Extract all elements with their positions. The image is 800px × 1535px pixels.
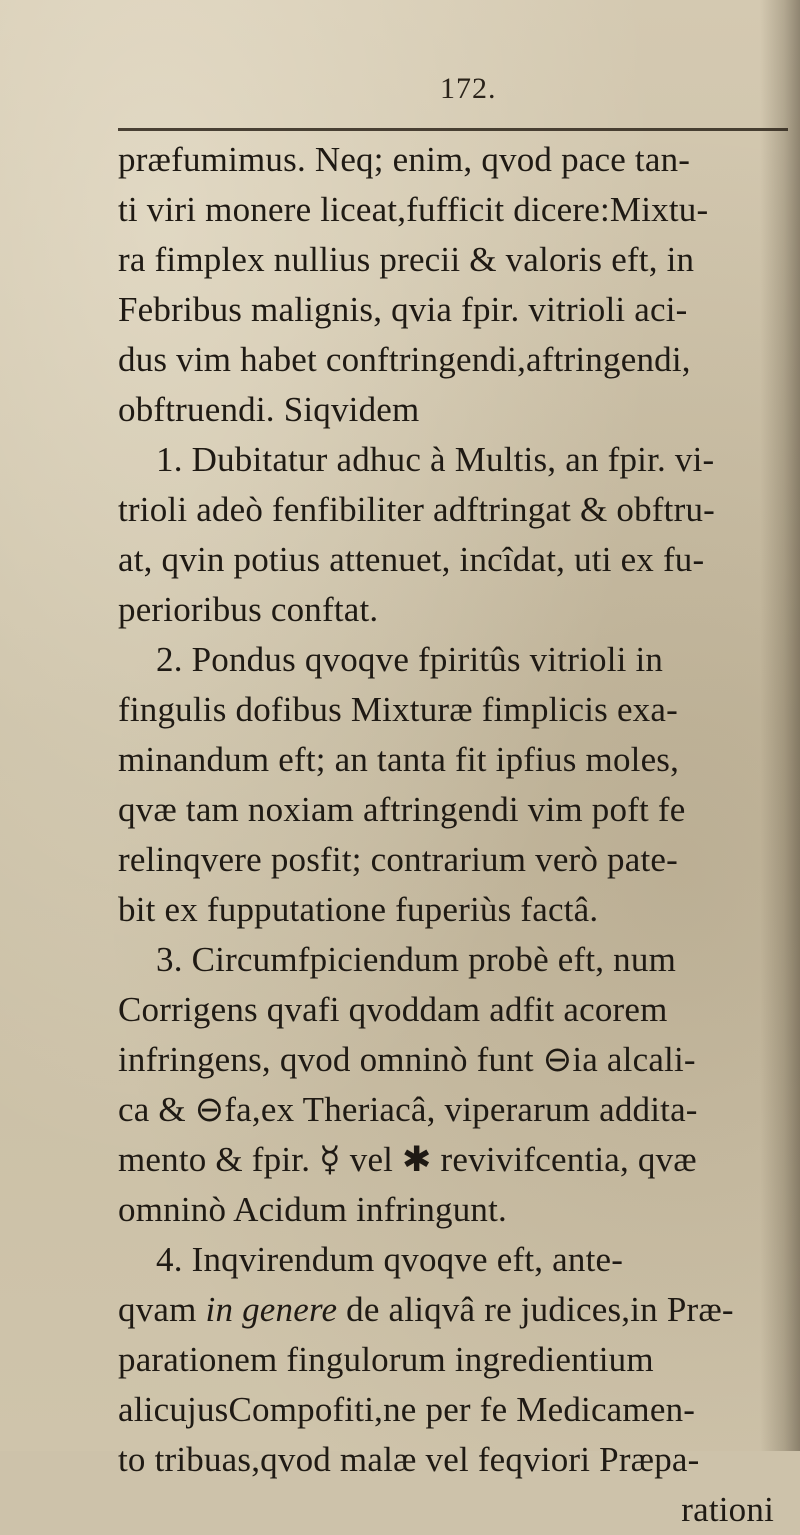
page-number: 172. bbox=[440, 72, 497, 105]
text-line: omninò Acidum infringunt. bbox=[118, 1190, 508, 1229]
text-line: relinqvere posfit; contrarium verò pate- bbox=[118, 840, 679, 879]
text-line: minandum eft; an tanta fit ipfius moles, bbox=[118, 740, 680, 779]
text-line: præfumimus. Neq; enim, qvod pace tan- bbox=[118, 140, 691, 179]
text-line: infringens, qvod omninò funt ⊖ia alcali- bbox=[118, 1040, 696, 1079]
text-line: alicujusCompofiti,ne per fe Medicamen- bbox=[118, 1390, 696, 1429]
text-line: Febribus malignis, qvia fpir. vitrioli aci- bbox=[118, 290, 688, 329]
text-line: at, qvin potius attenuet, incîdat, uti ex fu- bbox=[118, 540, 705, 579]
text-line: mento & fpir. ☿ vel ✱ revivifcentia, qvæ bbox=[118, 1140, 697, 1179]
text-line: ra fimplex nullius precii & valoris eft, in bbox=[118, 240, 695, 279]
paragraph-2-start: 2. Pondus qvoqve fpiritûs vitrioli in bbox=[156, 640, 664, 679]
text-line: perioribus conftat. bbox=[118, 590, 379, 629]
header-rule bbox=[118, 128, 788, 131]
text-line: trioli adeò fenfibiliter adftringat & obftru- bbox=[118, 490, 715, 529]
text-line: ti viri monere liceat,fufficit dicere:Mixtu- bbox=[118, 190, 709, 229]
text-line: ca & ⊖fa,ex Theriacâ, viperarum addita- bbox=[118, 1090, 698, 1129]
text-line: to tribuas,qvod malæ vel feqviori Præpa- bbox=[118, 1440, 700, 1479]
text-line: obftruendi. Siqvidem bbox=[118, 390, 420, 429]
text-line: Corrigens qvafi qvoddam adfit acorem bbox=[118, 990, 668, 1029]
text-line: qvæ tam noxiam aftringendi vim poft fe bbox=[118, 790, 686, 829]
paragraph-4-start: 4. Inqvirendum qvoqve eft, ante- bbox=[156, 1240, 624, 1279]
paragraph-1-start: 1. Dubitatur adhuc à Multis, an fpir. vi- bbox=[156, 440, 715, 479]
text-line: bit ex fupputatione fuperiùs factâ. bbox=[118, 890, 599, 929]
body-text bbox=[118, 135, 788, 1535]
paragraph-3-start: 3. Circumfpiciendum probè eft, num bbox=[156, 940, 677, 979]
text-line-with-italic bbox=[118, 1285, 788, 1335]
text-line: parationem fingulorum ingredientium bbox=[118, 1340, 654, 1379]
text-segment: de aliqvâ re judices,in Præ- bbox=[337, 1290, 734, 1329]
text-line: fingulis dofibus Mixturæ fimplicis exa- bbox=[118, 690, 678, 729]
text-line: dus vim habet conftringendi,aftringendi, bbox=[118, 340, 691, 379]
catchword: rationi bbox=[681, 1490, 774, 1529]
italic-phrase: in genere bbox=[205, 1290, 338, 1329]
text-segment: qvam bbox=[118, 1290, 206, 1329]
